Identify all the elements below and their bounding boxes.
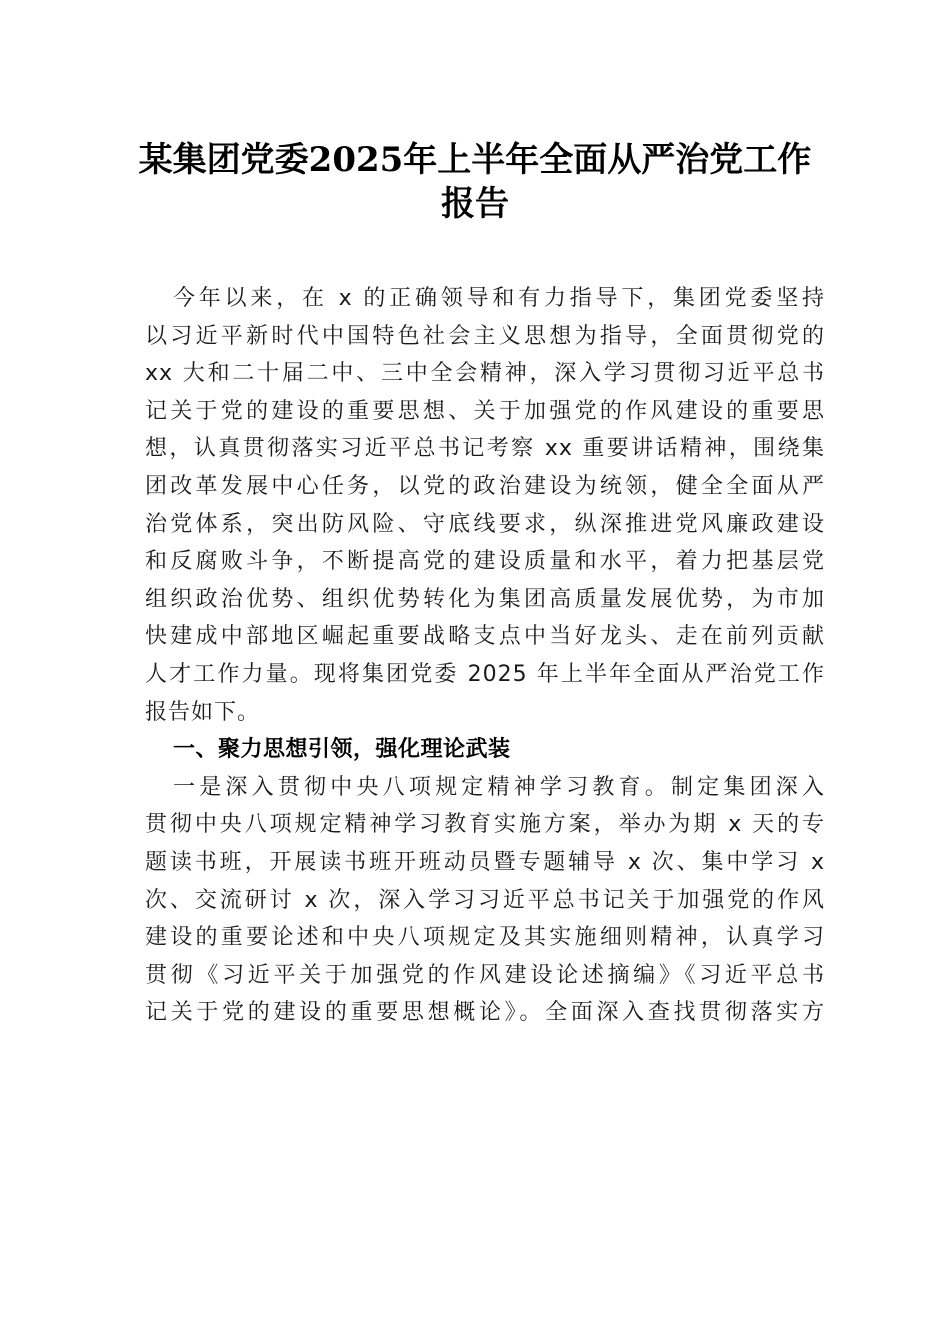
title-line-2: 报告 bbox=[441, 184, 509, 224]
text-line: 贯彻《习近平关于加强党的作风建设论述摘编》《习近平总书 bbox=[145, 962, 825, 988]
text-line: 以习近平新时代中国特色社会主义思想为指导，全面贯彻党的 bbox=[145, 323, 825, 349]
text-line: 团改革发展中心任务，以党的政治建设为统领，健全全面从严 bbox=[145, 473, 825, 499]
text-line: 报告如下。 bbox=[145, 699, 261, 725]
text-line: 治党体系，突出防风险、守底线要求，纵深推进党风廉政建设 bbox=[145, 511, 825, 537]
section-1-paragraph bbox=[145, 769, 825, 1032]
text-line: xx 大和二十届二中、三中全会精神，深入学习贯彻习近平总书 bbox=[145, 361, 825, 387]
text-line: 和反腐败斗争，不断提高党的建设质量和水平，着力把基层党 bbox=[145, 549, 825, 575]
text-line: 贯彻中央八项规定精神学习教育实施方案，举办为期 x 天的专 bbox=[145, 812, 825, 838]
intro-paragraph bbox=[145, 280, 825, 731]
text-line: 次、交流研讨 x 次，深入学习习近平总书记关于加强党的作风 bbox=[145, 887, 825, 913]
text-line: 快建成中部地区崛起重要战略支点中当好龙头、走在前列贡献 bbox=[145, 624, 825, 650]
title-line-1: 某集团党委2025年上半年全面从严治党工作 bbox=[138, 140, 812, 180]
text-line: 记关于党的建设的重要思想、关于加强党的作风建设的重要思 bbox=[145, 398, 825, 424]
text-line: 想，认真贯彻落实习近平总书记考察 xx 重要讲话精神，围绕集 bbox=[145, 436, 825, 462]
text-line: 建设的重要论述和中央八项规定及其实施细则精神，认真学习 bbox=[145, 925, 825, 951]
document-body bbox=[145, 280, 825, 1032]
document-title bbox=[100, 138, 850, 226]
text-line: 今年以来，在 x 的正确领导和有力指导下，集团党委坚持 bbox=[173, 286, 825, 311]
text-line: 人才工作力量。现将集团党委 2025 年上半年全面从严治党工作 bbox=[145, 661, 825, 687]
text-line: 题读书班，开展读书班开班动员暨专题辅导 x 次、集中学习 x bbox=[145, 849, 825, 875]
text-line: 记关于党的建设的重要思想概论》。全面深入查找贯彻落实方 bbox=[145, 1000, 825, 1026]
section-heading-1: 一、聚力思想引领，强化理论武装 bbox=[173, 737, 511, 763]
text-line: 一是深入贯彻中央八项规定精神学习教育。制定集团深入 bbox=[173, 774, 825, 800]
text-line: 组织政治优势、组织优势转化为集团高质量发展优势，为市加 bbox=[145, 586, 825, 612]
